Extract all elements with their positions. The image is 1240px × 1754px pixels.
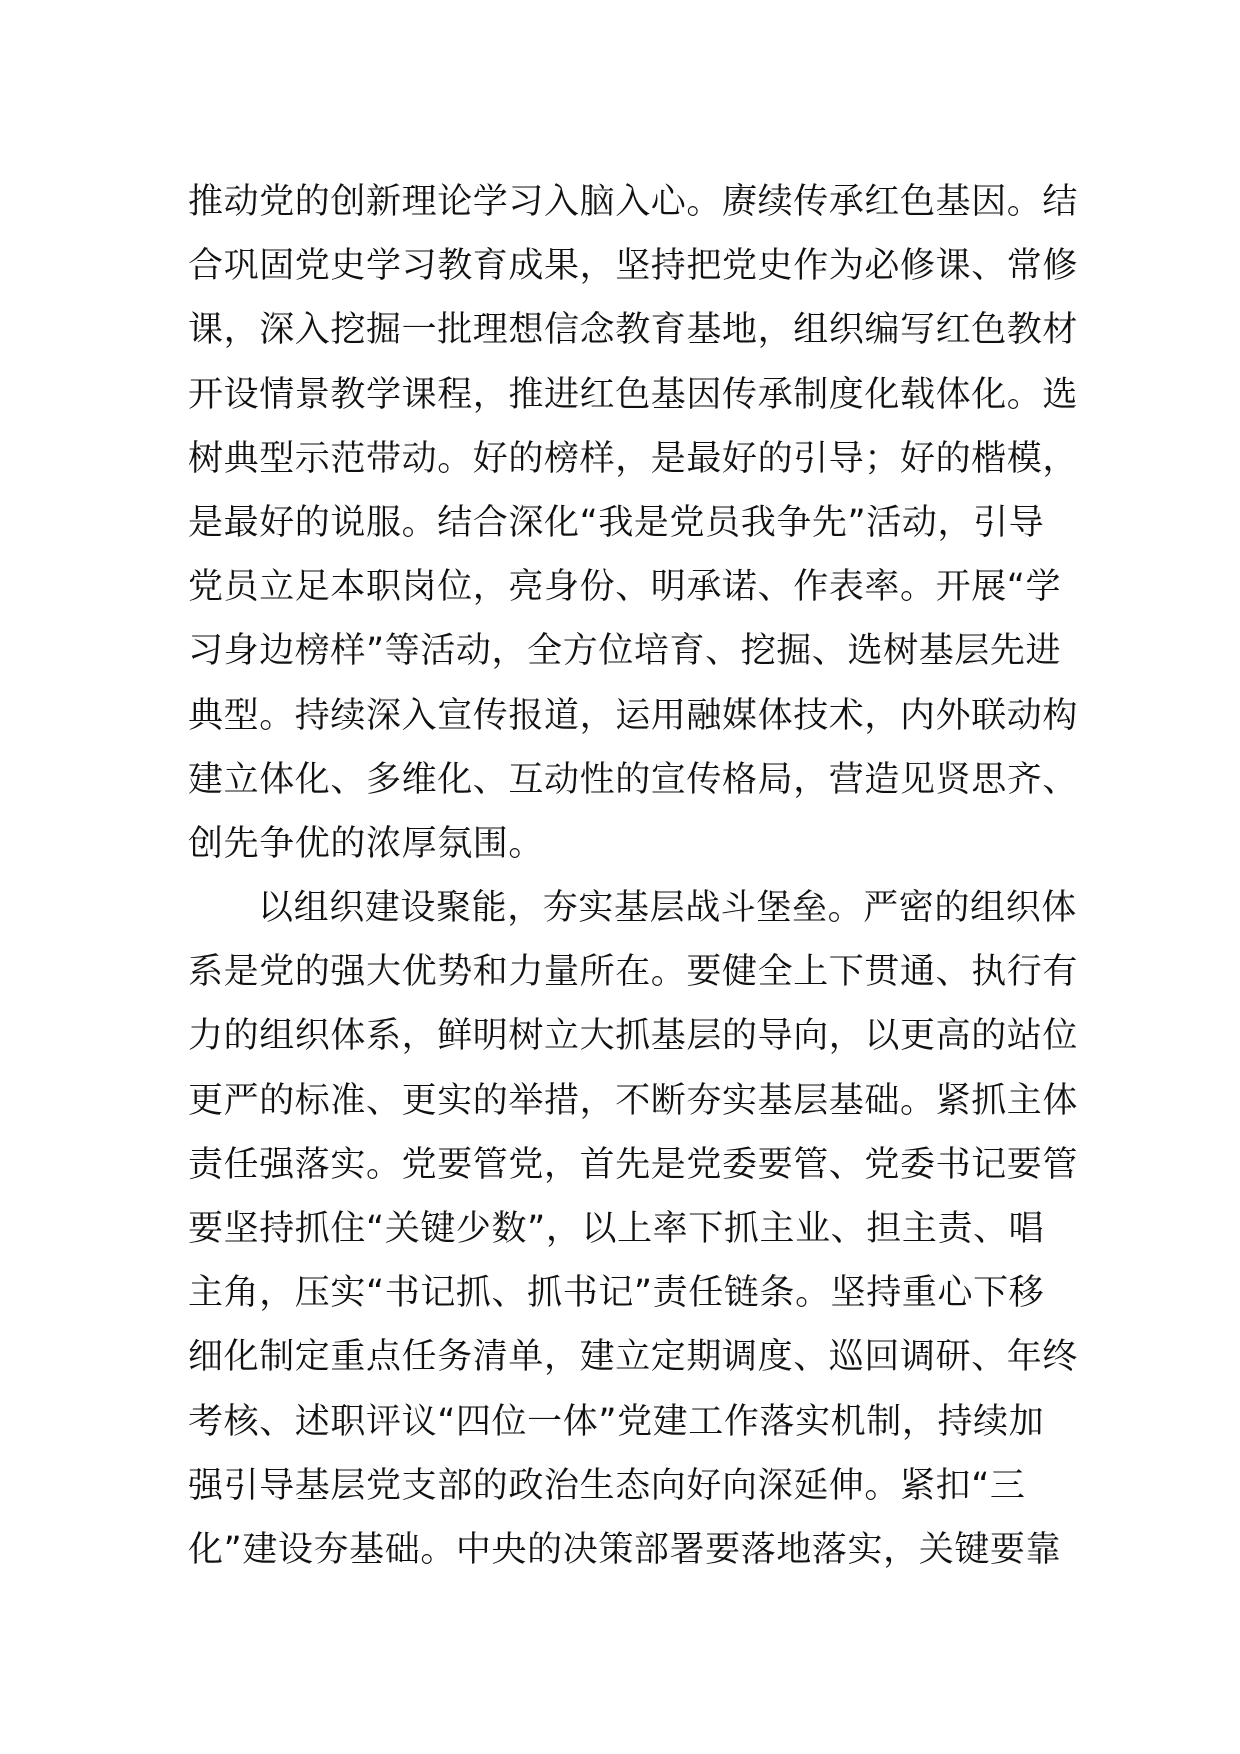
text-line: 习身边榜样”等活动，全方位培育、挖掘、选树基层先进 xyxy=(188,631,1062,672)
text-line: 要坚持抓住“关键少数”，以上率下抓主业、担主责、唱 xyxy=(188,1209,1045,1249)
text-line: 典型。持续深入宣传报道，运用融媒体技术，内外联动构 xyxy=(188,695,1079,736)
text-line: 强引导基层党支部的政治生态向好向深延伸。紧扣“三 xyxy=(188,1465,1026,1506)
text-line: 主角，压实“书记抓、抓书记”责任链条。坚持重心下移 xyxy=(188,1273,1045,1314)
text-line: 系是党的强大优势和力量所在。要健全上下贯通、执行有 xyxy=(188,952,1079,993)
text-line: 更严的标准、更实的举措，不断夯实基层基础。紧抓主体 xyxy=(188,1080,1079,1121)
text-line: 课，深入挖掘一批理想信念教育基地，组织编写红色教材 xyxy=(188,310,1079,351)
text-line: 推动党的创新理论学习入脑入心。赓续传承红色基因。结 xyxy=(188,182,1079,222)
text-line: 创先争优的浓厚氛围。 xyxy=(188,823,545,864)
text-line: 责任强落实。党要管党，首先是党委要管、党委书记要管 xyxy=(188,1144,1079,1185)
text-line: 力的组织体系，鲜明树立大抓基层的导向，以更高的站位 xyxy=(188,1016,1079,1057)
text-line: 合巩固党史学习教育成果，坚持把党史作为必修课、常修 xyxy=(188,246,1079,287)
text-line: 党员立足本职岗位，亮身份、明承诺、作表率。开展“学 xyxy=(188,567,1062,608)
text-line: 化”建设夯基础。中央的决策部署要落地落实，关键要靠 xyxy=(188,1529,1062,1570)
text-line: 建立体化、多维化、互动性的宣传格局，营造见贤思齐、 xyxy=(188,759,1079,800)
text-line: 考核、述职评议“四位一体”党建工作落实机制，持续加 xyxy=(188,1401,1045,1442)
text-line: 细化制定重点任务清单，建立定期调度、巡回调研、年终 xyxy=(188,1337,1079,1378)
body-text xyxy=(188,170,1079,1582)
text-line: 树典型示范带动。好的榜样，是最好的引导；好的楷模， xyxy=(188,438,1079,479)
text-line: 是最好的说服。结合深化“我是党员我争先”活动，引导 xyxy=(188,502,1045,543)
paragraph-heading-line: 以组织建设聚能，夯实基层战斗堡垒。严密的组织体 xyxy=(258,888,1077,929)
text-line: 开设情景教学课程，推进红色基因传承制度化载体化。选 xyxy=(188,374,1079,415)
